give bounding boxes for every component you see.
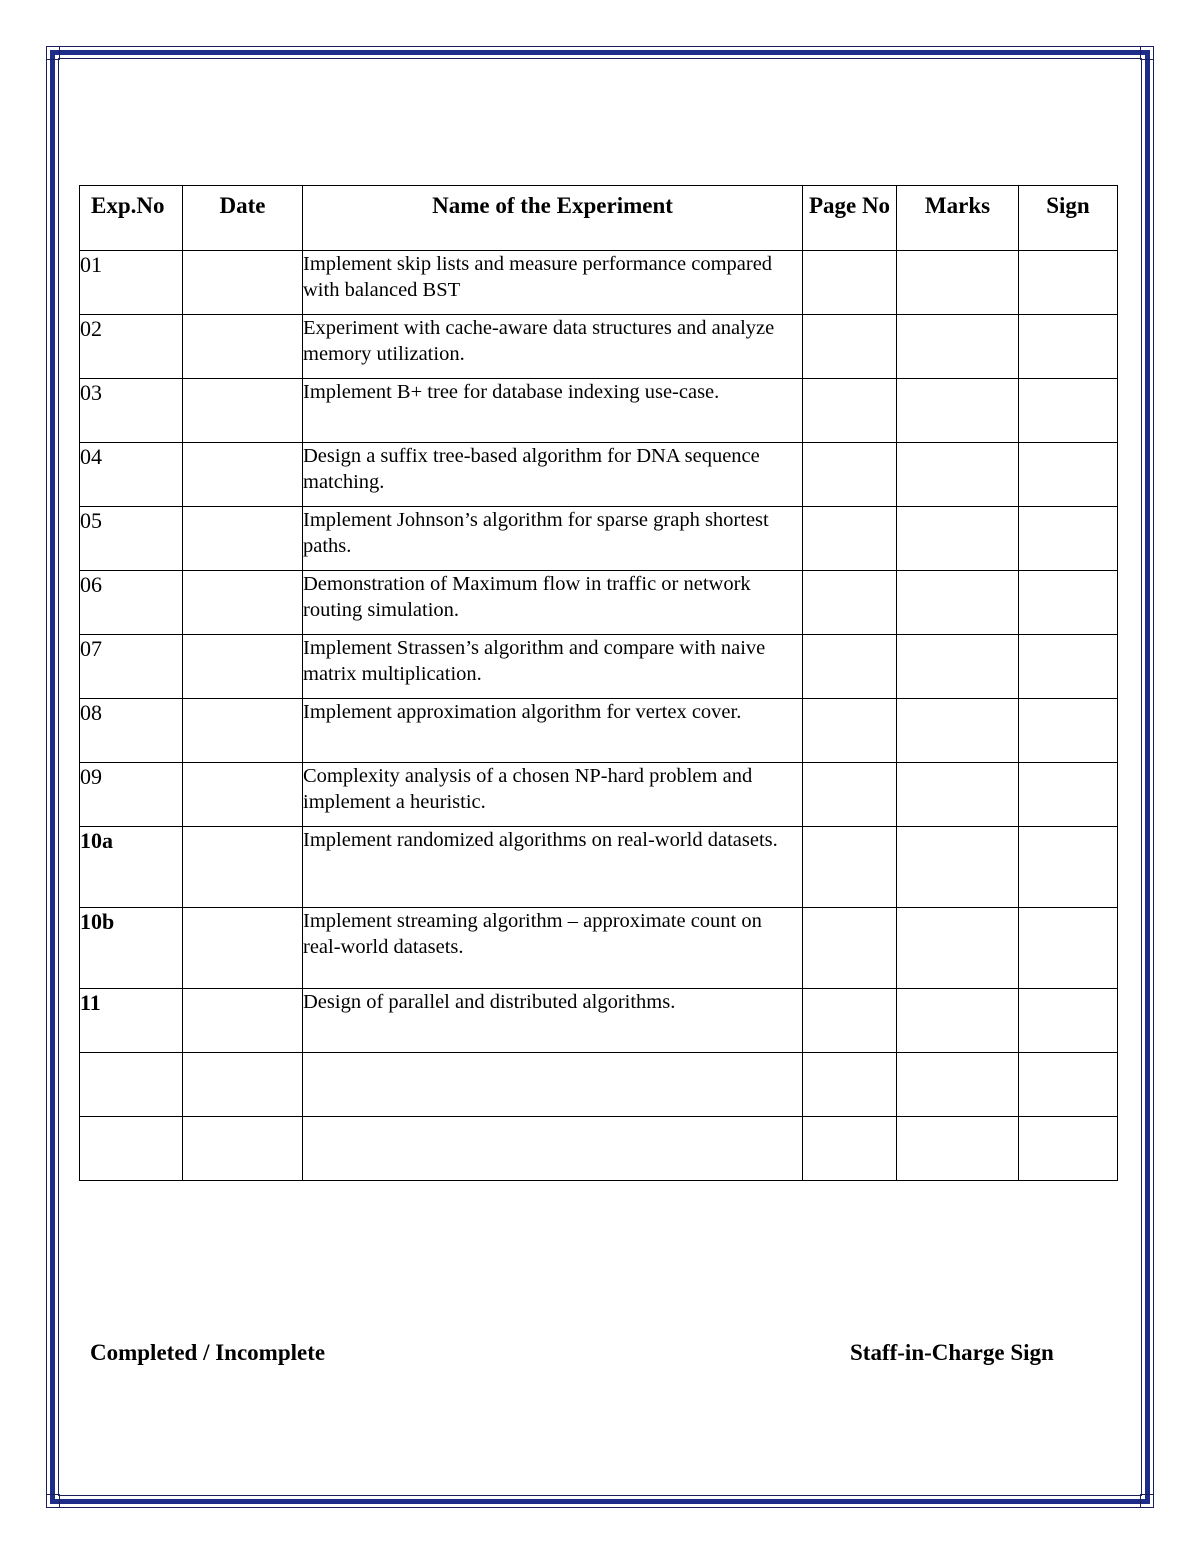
cell-page-no bbox=[803, 908, 897, 989]
cell-date bbox=[183, 443, 303, 507]
cell-page-no bbox=[803, 379, 897, 443]
table-row bbox=[80, 989, 1118, 1053]
cell-page-no bbox=[803, 315, 897, 379]
cell-page-no bbox=[803, 571, 897, 635]
table-body bbox=[80, 251, 1118, 1181]
cell-date bbox=[183, 571, 303, 635]
table-row bbox=[80, 827, 1118, 908]
border-corner-ornament bbox=[46, 1494, 60, 1508]
table-row-empty bbox=[80, 1117, 1118, 1181]
cell-exp-no: 04 bbox=[80, 443, 183, 507]
cell-exp-no: 10a bbox=[80, 827, 183, 908]
header-date: Date bbox=[183, 186, 303, 251]
header-exp-no: Exp.No bbox=[80, 186, 183, 251]
cell-experiment-name bbox=[303, 1053, 803, 1117]
table-row bbox=[80, 251, 1118, 315]
cell-date bbox=[183, 379, 303, 443]
cell-experiment-name: Complexity analysis of a chosen NP-hard problem and implement a heuristic. bbox=[303, 763, 803, 827]
table-row bbox=[80, 571, 1118, 635]
cell-sign bbox=[1019, 763, 1118, 827]
cell-date bbox=[183, 1117, 303, 1181]
cell-date bbox=[183, 699, 303, 763]
cell-page-no bbox=[803, 443, 897, 507]
cell-page-no bbox=[803, 507, 897, 571]
cell-sign bbox=[1019, 1053, 1118, 1117]
cell-marks bbox=[897, 1117, 1019, 1181]
cell-date bbox=[183, 635, 303, 699]
cell-sign bbox=[1019, 379, 1118, 443]
table-row bbox=[80, 699, 1118, 763]
cell-experiment-name: Implement streaming algorithm – approximate count on real-world datasets. bbox=[303, 908, 803, 989]
cell-experiment-name: Implement randomized algorithms on real-world datasets. bbox=[303, 827, 803, 908]
cell-marks bbox=[897, 827, 1019, 908]
cell-experiment-name: Implement Strassen’s algorithm and compare with naive matrix multiplication. bbox=[303, 635, 803, 699]
cell-exp-no: 02 bbox=[80, 315, 183, 379]
cell-sign bbox=[1019, 251, 1118, 315]
table-row bbox=[80, 507, 1118, 571]
border-corner-ornament bbox=[1140, 46, 1154, 60]
border-corner-ornament bbox=[46, 46, 60, 60]
cell-page-no bbox=[803, 1117, 897, 1181]
cell-date bbox=[183, 763, 303, 827]
cell-exp-no: 10b bbox=[80, 908, 183, 989]
cell-sign bbox=[1019, 908, 1118, 989]
staff-sign-label: Staff-in-Charge Sign bbox=[850, 1340, 1054, 1365]
cell-sign bbox=[1019, 635, 1118, 699]
cell-marks bbox=[897, 379, 1019, 443]
cell-exp-no: 08 bbox=[80, 699, 183, 763]
cell-exp-no: 11 bbox=[80, 989, 183, 1053]
cell-experiment-name: Design of parallel and distributed algorithms. bbox=[303, 989, 803, 1053]
cell-marks bbox=[897, 635, 1019, 699]
cell-exp-no: 01 bbox=[80, 251, 183, 315]
cell-marks bbox=[897, 507, 1019, 571]
cell-sign bbox=[1019, 507, 1118, 571]
cell-page-no bbox=[803, 1053, 897, 1117]
cell-page-no bbox=[803, 989, 897, 1053]
table-row bbox=[80, 379, 1118, 443]
cell-exp-no: 03 bbox=[80, 379, 183, 443]
cell-experiment-name: Implement B+ tree for database indexing use-case. bbox=[303, 379, 803, 443]
cell-marks bbox=[897, 251, 1019, 315]
table-row bbox=[80, 315, 1118, 379]
completion-status-label: Completed / Incomplete bbox=[90, 1340, 326, 1365]
cell-sign bbox=[1019, 315, 1118, 379]
header-marks: Marks bbox=[897, 186, 1019, 251]
cell-date bbox=[183, 315, 303, 379]
cell-date bbox=[183, 908, 303, 989]
cell-marks bbox=[897, 1053, 1019, 1117]
cell-date bbox=[183, 507, 303, 571]
cell-exp-no bbox=[80, 1053, 183, 1117]
table-row-empty bbox=[80, 1053, 1118, 1117]
table-row bbox=[80, 635, 1118, 699]
cell-date bbox=[183, 1053, 303, 1117]
cell-page-no bbox=[803, 763, 897, 827]
cell-marks bbox=[897, 699, 1019, 763]
cell-marks bbox=[897, 571, 1019, 635]
cell-sign bbox=[1019, 699, 1118, 763]
cell-marks bbox=[897, 908, 1019, 989]
cell-sign bbox=[1019, 1117, 1118, 1181]
cell-date bbox=[183, 989, 303, 1053]
cell-exp-no: 05 bbox=[80, 507, 183, 571]
cell-marks bbox=[897, 443, 1019, 507]
cell-experiment-name: Implement skip lists and measure performance compared with balanced BST bbox=[303, 251, 803, 315]
cell-page-no bbox=[803, 635, 897, 699]
table-row bbox=[80, 763, 1118, 827]
cell-page-no bbox=[803, 251, 897, 315]
cell-exp-no: 06 bbox=[80, 571, 183, 635]
cell-experiment-name: Experiment with cache-aware data structures and analyze memory utilization. bbox=[303, 315, 803, 379]
cell-sign bbox=[1019, 443, 1118, 507]
cell-sign bbox=[1019, 989, 1118, 1053]
cell-marks bbox=[897, 989, 1019, 1053]
header-sign: Sign bbox=[1019, 186, 1118, 251]
cell-experiment-name: Design a suffix tree-based algorithm for DNA sequence matching. bbox=[303, 443, 803, 507]
cell-exp-no: 09 bbox=[80, 763, 183, 827]
cell-exp-no: 07 bbox=[80, 635, 183, 699]
cell-experiment-name: Demonstration of Maximum flow in traffic or network routing simulation. bbox=[303, 571, 803, 635]
cell-experiment-name: Implement approximation algorithm for vertex cover. bbox=[303, 699, 803, 763]
cell-sign bbox=[1019, 571, 1118, 635]
table-header-row bbox=[80, 186, 1118, 251]
cell-sign bbox=[1019, 827, 1118, 908]
cell-date bbox=[183, 827, 303, 908]
cell-page-no bbox=[803, 699, 897, 763]
cell-marks bbox=[897, 763, 1019, 827]
cell-experiment-name bbox=[303, 1117, 803, 1181]
header-experiment-name: Name of the Experiment bbox=[303, 186, 803, 251]
table-row bbox=[80, 908, 1118, 989]
table-row bbox=[80, 443, 1118, 507]
border-corner-ornament bbox=[1140, 1494, 1154, 1508]
cell-date bbox=[183, 251, 303, 315]
cell-page-no bbox=[803, 827, 897, 908]
cell-marks bbox=[897, 315, 1019, 379]
header-page-no: Page No bbox=[803, 186, 897, 251]
experiment-record-table bbox=[79, 185, 1118, 1181]
cell-experiment-name: Implement Johnson’s algorithm for sparse graph shortest paths. bbox=[303, 507, 803, 571]
cell-exp-no bbox=[80, 1117, 183, 1181]
